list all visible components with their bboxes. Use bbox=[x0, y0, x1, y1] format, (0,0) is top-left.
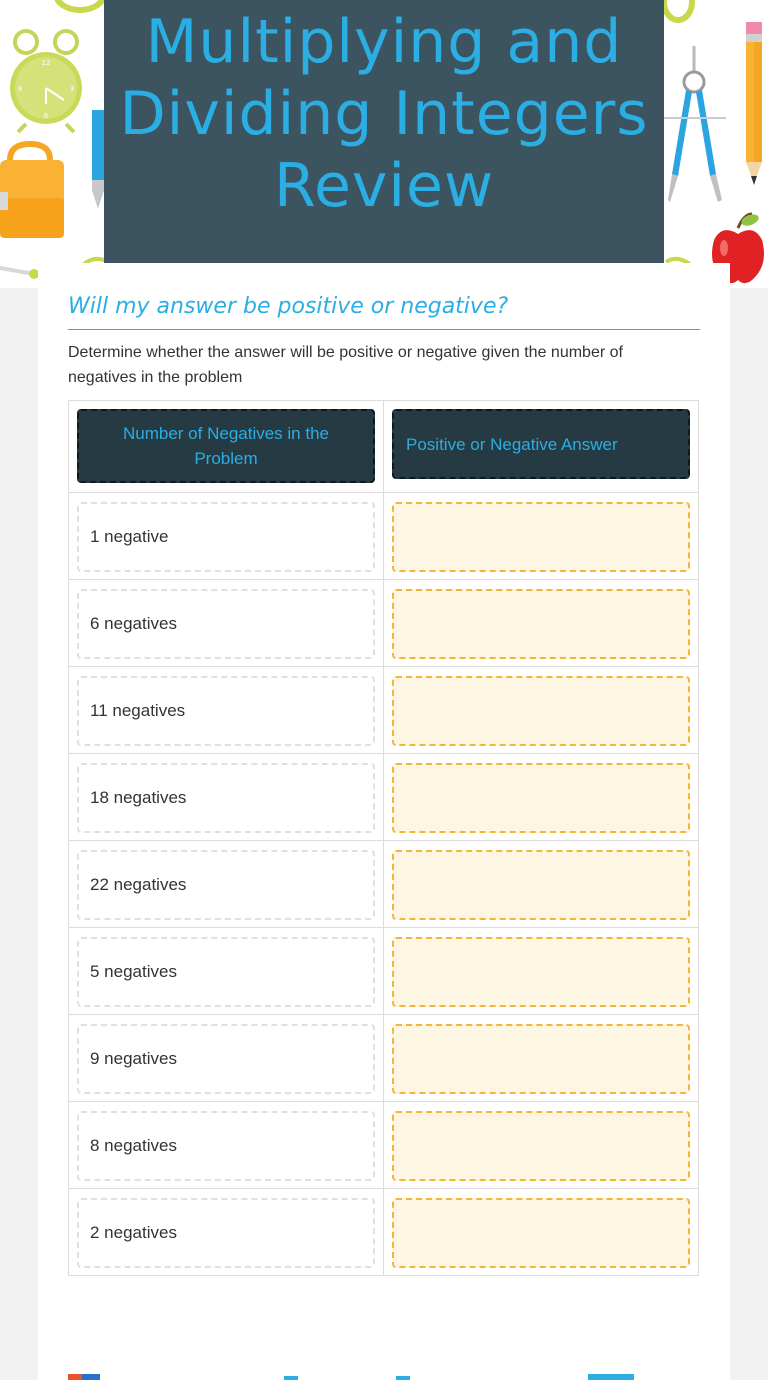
table-row bbox=[69, 840, 698, 927]
lunchbox-icon bbox=[0, 140, 66, 240]
prompt-cell bbox=[69, 580, 384, 666]
table-row bbox=[69, 579, 698, 666]
answer-drop-zone[interactable] bbox=[392, 1198, 690, 1268]
answer-drop-zone[interactable] bbox=[392, 850, 690, 920]
compass-icon bbox=[662, 46, 732, 206]
alarm-clock-icon bbox=[4, 28, 88, 136]
matching-table bbox=[68, 400, 699, 1276]
table-row bbox=[69, 666, 698, 753]
ruler-icon bbox=[0, 262, 40, 282]
header-banner bbox=[0, 0, 768, 288]
pencil-icon bbox=[744, 22, 764, 188]
page-title: Multiplying and Dividing Integers Review bbox=[119, 7, 649, 221]
prompt-cell bbox=[69, 1015, 384, 1101]
prompt-item: 22 negatives bbox=[77, 850, 375, 920]
prompt-item: 5 negatives bbox=[77, 937, 375, 1007]
prompt-item: 6 negatives bbox=[77, 589, 375, 659]
answer-cell bbox=[384, 754, 698, 840]
answer-cell bbox=[384, 493, 698, 579]
worksheet-card bbox=[38, 263, 730, 1380]
table-row bbox=[69, 1014, 698, 1101]
prompt-item: 18 negatives bbox=[77, 763, 375, 833]
clock-number-3: 3 bbox=[69, 85, 75, 93]
prompt-item: 2 negatives bbox=[77, 1198, 375, 1268]
footer-partial-strip bbox=[68, 1374, 668, 1380]
prompt-cell bbox=[69, 1102, 384, 1188]
answer-cell bbox=[384, 841, 698, 927]
scissors-right-icon bbox=[660, 0, 700, 30]
clock-number-12: 12 bbox=[41, 59, 51, 67]
answer-drop-zone[interactable] bbox=[392, 502, 690, 572]
table-row bbox=[69, 492, 698, 579]
answer-drop-zone[interactable] bbox=[392, 589, 690, 659]
instructions-text: Determine whether the answer will be positive or negative given the number of negatives in the problem bbox=[68, 344, 623, 386]
table-row bbox=[69, 927, 698, 1014]
table-row bbox=[69, 753, 698, 840]
scissors-icon bbox=[52, 0, 112, 24]
table-row bbox=[69, 1188, 698, 1275]
title-board bbox=[104, 0, 664, 263]
column-header-negatives: Number of Negatives in the Problem bbox=[77, 409, 375, 483]
prompt-cell bbox=[69, 841, 384, 927]
clock-number-9: 9 bbox=[17, 85, 23, 93]
prompt-item: 9 negatives bbox=[77, 1024, 375, 1094]
header-cell bbox=[69, 401, 384, 492]
answer-drop-zone[interactable] bbox=[392, 763, 690, 833]
answer-cell bbox=[384, 667, 698, 753]
answer-cell bbox=[384, 1189, 698, 1275]
prompt-cell bbox=[69, 928, 384, 1014]
section-heading: Will my answer be positive or negative? bbox=[68, 291, 700, 330]
answer-drop-zone[interactable] bbox=[392, 1111, 690, 1181]
prompt-item: 1 negative bbox=[77, 502, 375, 572]
prompt-item: 8 negatives bbox=[77, 1111, 375, 1181]
answer-cell bbox=[384, 580, 698, 666]
answer-cell bbox=[384, 1102, 698, 1188]
prompt-cell bbox=[69, 754, 384, 840]
table-row bbox=[69, 1101, 698, 1188]
table-header-row bbox=[69, 401, 698, 492]
answer-drop-zone[interactable] bbox=[392, 676, 690, 746]
prompt-cell bbox=[69, 667, 384, 753]
answer-cell bbox=[384, 1015, 698, 1101]
clock-number-6: 6 bbox=[43, 112, 49, 120]
answer-cell bbox=[384, 928, 698, 1014]
prompt-cell bbox=[69, 1189, 384, 1275]
answer-drop-zone[interactable] bbox=[392, 937, 690, 1007]
answer-drop-zone[interactable] bbox=[392, 1024, 690, 1094]
prompt-item: 11 negatives bbox=[77, 676, 375, 746]
header-cell bbox=[384, 401, 698, 492]
prompt-cell bbox=[69, 493, 384, 579]
column-header-answer: Positive or Negative Answer bbox=[392, 409, 690, 479]
